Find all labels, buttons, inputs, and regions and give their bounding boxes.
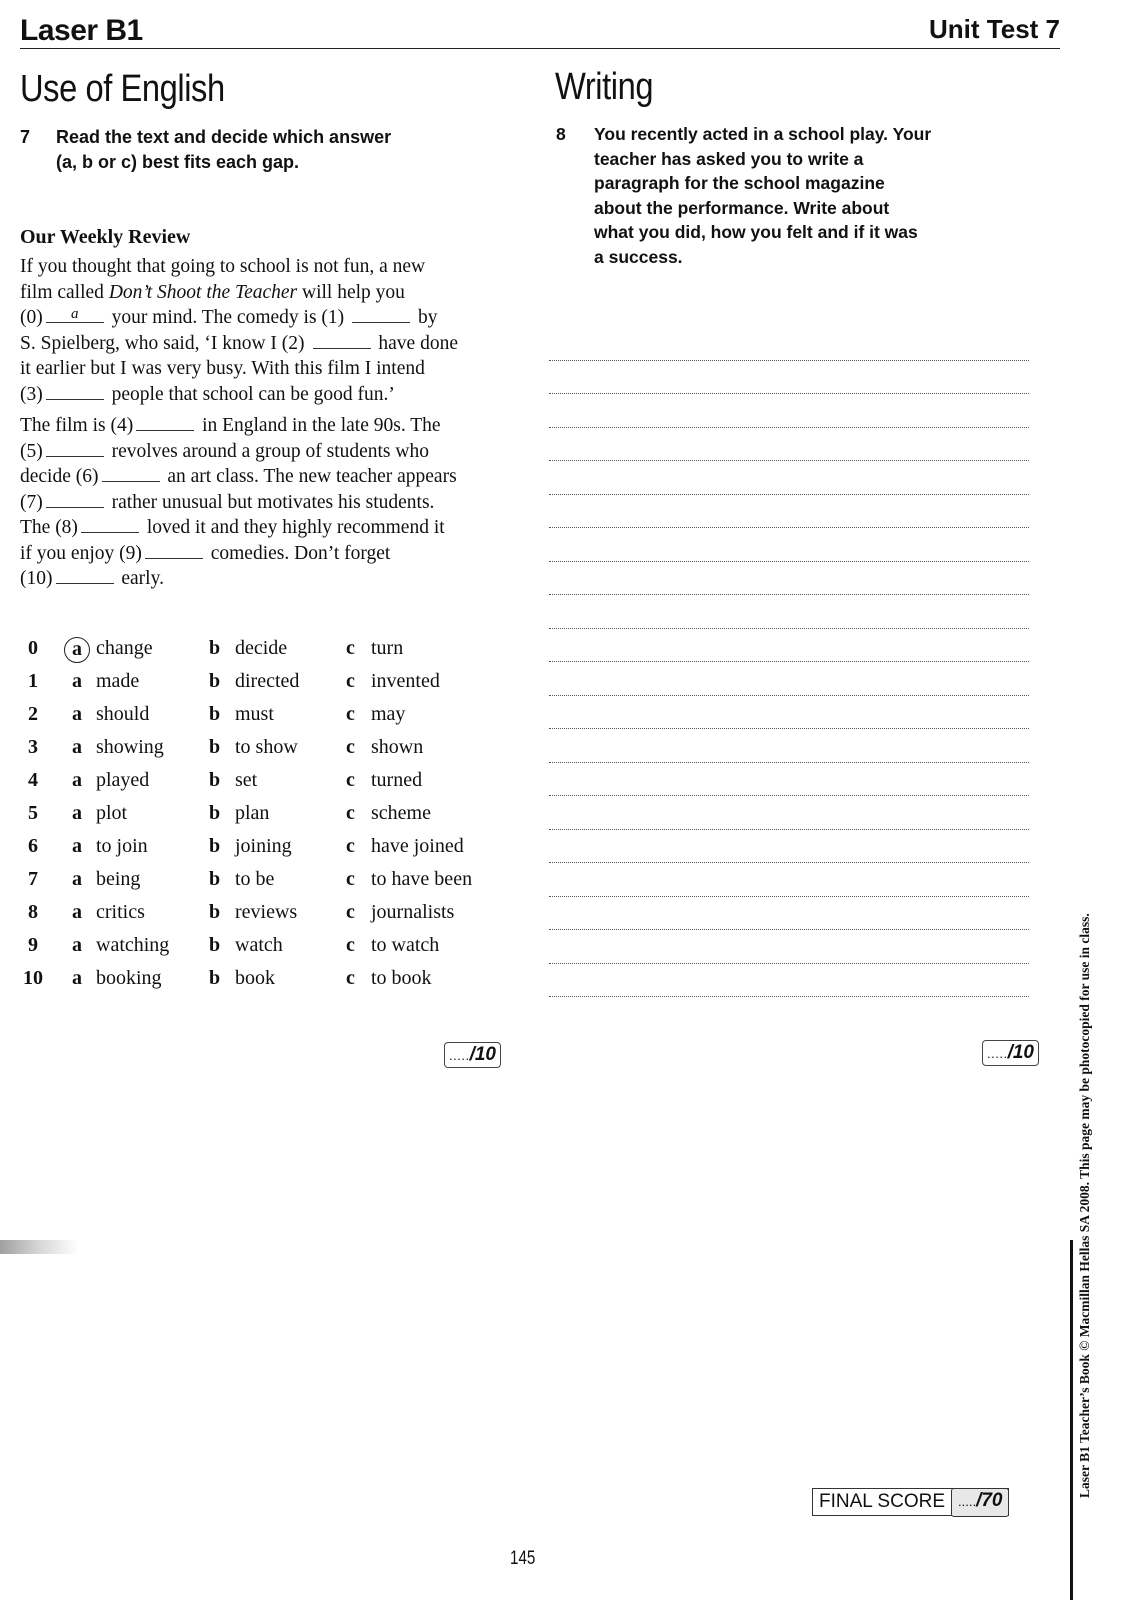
option-a: played: [96, 769, 150, 791]
option-letter-b: b: [209, 637, 221, 659]
option-letter-c: c: [346, 637, 355, 659]
page-number: 145: [510, 1548, 536, 1569]
option-number: 3: [28, 736, 38, 758]
option-row: [20, 637, 510, 670]
final-score-value: [951, 1488, 1009, 1517]
option-number: 1: [28, 670, 38, 692]
gap-6: [102, 466, 160, 482]
option-c: shown: [371, 736, 424, 758]
example-answer: a: [71, 306, 79, 322]
option-letter-a: a: [72, 934, 82, 956]
option-letter-b: b: [209, 703, 221, 725]
option-c: turned: [371, 769, 423, 791]
use-of-english-score-box: [444, 1042, 501, 1068]
instruction-line: (a, b or c) best fits each gap.: [56, 151, 300, 172]
option-a: should: [96, 703, 150, 725]
writing-line[interactable]: [549, 696, 1029, 730]
copyright-notice: Laser B1 Teacher’s Book © Macmillan Hellas SA 2008. This page may be photocopied for use in class.: [1077, 913, 1092, 1498]
option-number: 8: [28, 901, 38, 923]
option-letter-c: c: [346, 703, 355, 725]
writing-line[interactable]: [549, 863, 1029, 897]
option-b: book: [235, 967, 275, 989]
film-title: Don’t Shoot the Teacher: [108, 281, 298, 303]
writing-line[interactable]: [549, 930, 1029, 964]
gap-8: [81, 517, 139, 533]
gap-1: [352, 307, 410, 323]
option-letter-a: a: [72, 670, 82, 692]
option-a: to join: [96, 835, 148, 857]
option-letter-b: b: [209, 670, 221, 692]
passage-line: If you thought that going to school is not fun, a new: [20, 256, 426, 277]
option-row: [20, 934, 510, 967]
gap-2: [313, 333, 371, 349]
option-number: 6: [28, 835, 38, 857]
writing-line[interactable]: [549, 629, 1029, 663]
passage-line: film called Don’t Shoot the Teacher will help you: [20, 281, 405, 303]
brand-title: Laser B1: [20, 14, 143, 47]
writing-line[interactable]: [549, 428, 1029, 462]
option-b: watch: [235, 934, 283, 956]
option-b: plan: [235, 802, 270, 824]
instruction-text: [56, 125, 391, 174]
option-letter-b: b: [209, 934, 221, 956]
option-c: scheme: [371, 802, 431, 824]
score-total: /70: [976, 1489, 1003, 1511]
final-score-label: FINAL SCORE: [813, 1489, 951, 1515]
binding-edge: [1070, 1240, 1073, 1600]
instruction-7: [20, 125, 520, 177]
review-title: Our Weekly Review: [20, 226, 191, 248]
passage-line: if you enjoy (9) comedies. Don’t forget: [20, 542, 391, 564]
writing-line[interactable]: [549, 729, 1029, 763]
option-a: change: [96, 637, 153, 659]
option-a: critics: [96, 901, 145, 923]
use-of-english-title: Use of English: [20, 68, 225, 110]
writing-line[interactable]: [549, 830, 1029, 864]
instruction-line: teacher has asked you to write a: [594, 148, 864, 169]
option-b: decide: [235, 637, 288, 659]
question-number: 7: [20, 127, 31, 147]
writing-title: Writing: [555, 66, 654, 108]
writing-line[interactable]: [549, 361, 1029, 395]
option-b: joining: [235, 835, 292, 857]
option-c: may: [371, 703, 406, 725]
gap-9: [145, 543, 203, 559]
option-a: being: [96, 868, 141, 890]
option-letter-b: b: [209, 802, 221, 824]
score-dots: .....: [449, 1048, 470, 1063]
gap-4: [136, 415, 194, 431]
passage-line: (7) rather unusual but motivates his students.: [20, 491, 435, 513]
gap-7: [46, 492, 104, 508]
instruction-line: a success.: [594, 246, 683, 267]
option-letter-a: a: [72, 901, 82, 923]
option-row: [20, 670, 510, 703]
option-letter-c: c: [346, 934, 355, 956]
scan-smudge: [0, 1240, 78, 1254]
instruction-line: You recently acted in a school play. Your: [594, 124, 932, 144]
unit-title: Unit Test 7: [929, 14, 1060, 44]
instruction-line: paragraph for the school magazine: [594, 173, 885, 193]
option-letter-b: b: [209, 769, 221, 791]
passage-line: S. Spielberg, who said, ‘I know I (2) have done: [20, 332, 458, 354]
option-letter-c: c: [346, 901, 355, 923]
passage-line: (3) people that school can be good fun.’: [20, 383, 395, 405]
option-a: showing: [96, 736, 164, 758]
option-row: [20, 901, 510, 934]
option-c: journalists: [371, 901, 455, 923]
answer-options: [20, 637, 510, 1000]
option-c: to book: [371, 967, 432, 989]
writing-line[interactable]: [549, 763, 1029, 797]
option-letter-c: c: [346, 835, 355, 857]
option-letter-a: [72, 637, 90, 663]
option-letter-b: b: [209, 967, 221, 989]
option-a: watching: [96, 934, 170, 956]
passage-line: (10) early.: [20, 568, 164, 589]
option-b: to show: [235, 736, 298, 758]
writing-line[interactable]: [549, 327, 1029, 361]
score-total: /10: [469, 1044, 496, 1065]
option-letter-c: c: [346, 736, 355, 758]
option-a: plot: [96, 802, 128, 824]
gap-3: [46, 384, 104, 400]
gap-5: [46, 441, 104, 457]
passage-line: The film is (4) in England in the late 90s. The: [20, 415, 441, 436]
option-c: turn: [371, 637, 404, 659]
option-row: [20, 868, 510, 901]
option-letter-b: b: [209, 736, 221, 758]
option-row: [20, 802, 510, 835]
option-b: set: [235, 769, 258, 791]
writing-line[interactable]: [549, 796, 1029, 830]
writing-line[interactable]: [549, 662, 1029, 696]
option-letter-a: a: [72, 703, 82, 725]
option-number: 9: [28, 934, 38, 956]
option-b: to be: [235, 868, 275, 890]
score-dots: .....: [958, 1493, 977, 1509]
option-c: invented: [371, 670, 440, 692]
option-a: booking: [96, 967, 162, 989]
option-row: [20, 703, 510, 736]
writing-line[interactable]: [549, 495, 1029, 529]
passage-line: (5) revolves around a group of students who: [20, 440, 429, 462]
option-letter-c: c: [346, 670, 355, 692]
option-letter-a: a: [72, 736, 82, 758]
option-letter-c: c: [346, 868, 355, 890]
instruction-line: what you did, how you felt and if it was: [594, 222, 918, 242]
option-letter-a: a: [72, 769, 82, 791]
option-b: directed: [235, 670, 300, 692]
option-row: [20, 967, 510, 1000]
option-b: must: [235, 703, 274, 725]
final-score-box: [812, 1488, 1009, 1516]
option-c: to watch: [371, 934, 440, 956]
option-letter-c: c: [346, 769, 355, 791]
option-c: have joined: [371, 835, 464, 857]
option-number: 10: [23, 967, 43, 989]
option-letter-b: b: [209, 835, 221, 857]
gap-0: [46, 307, 104, 323]
option-letter-a: a: [72, 802, 82, 824]
option-letter-a: a: [72, 835, 82, 857]
option-letter-c: c: [346, 967, 355, 989]
option-c: to have been: [371, 868, 473, 890]
gap-10: [56, 568, 114, 584]
option-letter-a: a: [72, 967, 82, 989]
writing-line[interactable]: [549, 595, 1029, 629]
instruction-line: about the performance. Write about: [594, 197, 890, 218]
page-header: [20, 12, 1060, 49]
writing-score-box: [982, 1040, 1039, 1066]
option-b: reviews: [235, 901, 298, 923]
option-number: 2: [28, 703, 38, 725]
option-row: [20, 736, 510, 769]
score-total: /10: [1007, 1042, 1034, 1063]
passage-line: The (8) loved it and they highly recommend it: [20, 517, 445, 538]
option-number: 0: [28, 637, 38, 659]
writing-line[interactable]: [549, 562, 1029, 596]
writing-line[interactable]: [549, 528, 1029, 562]
instruction-text: [594, 122, 931, 269]
option-letter-b: b: [209, 901, 221, 923]
passage-line: it earlier but I was very busy. With this film I intend: [20, 358, 425, 379]
circled-answer: a: [64, 637, 90, 663]
option-number: 5: [28, 802, 38, 824]
question-number: 8: [556, 124, 566, 144]
option-letter-b: b: [209, 868, 221, 890]
writing-line[interactable]: [549, 964, 1029, 998]
option-row: [20, 835, 510, 868]
option-letter-c: c: [346, 802, 355, 824]
passage-line: (0) a your mind. The comedy is (1) by: [20, 306, 438, 328]
writing-line[interactable]: [549, 897, 1029, 931]
option-letter-a: a: [72, 868, 82, 890]
option-number: 7: [28, 868, 38, 890]
option-number: 4: [28, 769, 38, 791]
score-dots: .....: [987, 1046, 1008, 1061]
option-a: made: [96, 670, 140, 692]
writing-area[interactable]: [549, 327, 1029, 997]
option-row: [20, 769, 510, 802]
instruction-8: [556, 122, 1056, 272]
writing-line[interactable]: [549, 394, 1029, 428]
instruction-line: Read the text and decide which answer: [56, 127, 392, 147]
passage-line: decide (6) an art class. The new teacher appears: [20, 466, 457, 487]
writing-line[interactable]: [549, 461, 1029, 495]
reading-passage: [20, 254, 520, 592]
